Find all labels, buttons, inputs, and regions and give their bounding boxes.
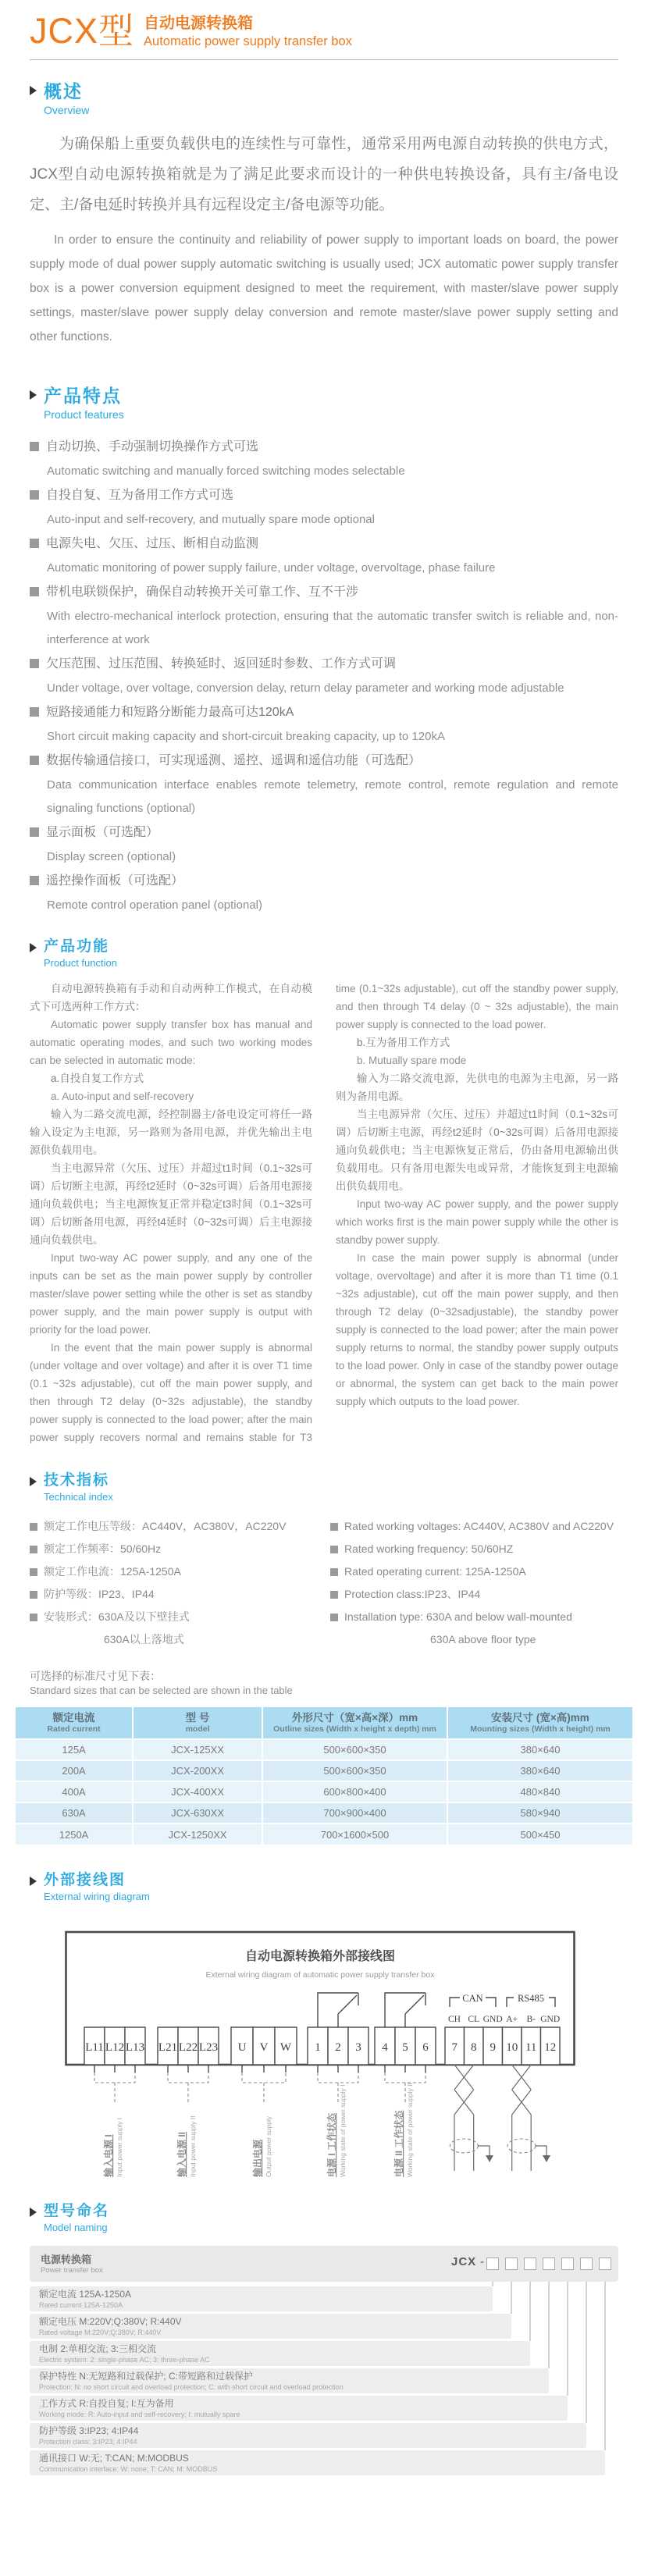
feature-cn: 数据传输通信接口，可实现遥测、遥控、遥调和遥信功能（可选配） (46, 754, 422, 767)
square-bullet-icon (30, 1614, 37, 1621)
square-bullet-icon (30, 442, 39, 451)
function-paragraph: 当主电源异常（欠压、过压）并超过t1时间（0.1~32s可调）后切断主电源，再经t2延时（0~32s可调）后备用电源接通向负载供电；当主电源恢复正常并稳定t3时间（0.1~32s可调）后切断备用电源，再经t4延时（0~32s可调）后主电源接通向负载供电。 (30, 1162, 312, 1246)
terminal-label: 5 (402, 2041, 408, 2054)
naming-code-box (543, 2258, 555, 2270)
features-heading-en: Product features (44, 408, 124, 421)
function-paragraph: 当主电源异常（欠压、过压）并超过t1时间（0.1~32s可调）后切断主电源，再经t2延时（0~32s可调）后备用电源接通向负载供电；当主电源恢复正常后，仍由备用电源输出供负载用电。只有备用电源失电或异常，才能恢复到主电源输出供负载用电。 (336, 1108, 618, 1192)
table-row (16, 1739, 632, 1760)
technical-columns (30, 1515, 618, 1651)
feature-cn: 遥控操作面板（可选配） (46, 874, 184, 888)
terminal-label: 9 (490, 2041, 496, 2054)
feature-en: Auto-input and self-recovery, and mutually spare mode optional (47, 513, 375, 526)
bottom-label-cn: 输入电源 I (103, 2134, 114, 2177)
cell-mounting-size: 500×450 (447, 1823, 632, 1845)
tech-value: 额定工作电流：125A-1250A (44, 1565, 181, 1578)
terminal-label: V (259, 2041, 269, 2054)
feature-en: Under voltage, over voltage, conversion delay, return delay parameter and working mode adjustable (47, 681, 564, 695)
naming-row: 工作方式 R:自投自复; I:互为备用 Working mode: R: Auto-input and self-recovery; I: mutually spare (30, 2396, 568, 2421)
terminal-label: 6 (422, 2041, 429, 2054)
cell-rated-current: 400A (16, 1781, 133, 1802)
naming-row: 额定电压 M:220V;Q:380V; R:440V Rated voltage M:220V;Q:380V; R:440V (30, 2314, 511, 2339)
cell-model: JCX-400XX (133, 1781, 262, 1802)
feature-en: Display screen (optional) (47, 850, 176, 863)
technical-list-cn (30, 1515, 330, 1651)
table-row (16, 1823, 632, 1845)
triangle-bullet-icon (30, 390, 37, 400)
cell-outline-size: 500×600×350 (262, 1760, 447, 1781)
list-item (330, 1606, 618, 1628)
list-item (330, 1560, 618, 1583)
tech-value: Rated operating current: 125A-1250A (344, 1565, 526, 1578)
section-features-heading (30, 385, 618, 422)
product-title-en: Automatic power supply transfer box (144, 34, 352, 48)
header-divider (30, 59, 618, 60)
cell-mounting-size: 480×840 (447, 1781, 632, 1802)
wiring-heading-cn: 外部接线图 (44, 1872, 126, 1888)
feature-en: Automatic switching and manually forced switching modes selectable (47, 464, 405, 478)
tech-value-continued: 630A above floor type (430, 1633, 536, 1646)
naming-row: 保护特性 N:无短路和过载保护; C:带短路和过载保护 Protection: N: no short circuit and overload protection; C: with short circuit and overload protection (30, 2368, 549, 2393)
features-heading-cn: 产品特点 (44, 386, 122, 406)
diagram-title-cn: 自动电源转换箱外部接线图 (244, 1950, 396, 1963)
bottom-label-en: Input power supply II (189, 2115, 197, 2177)
terminal-label: L11 (85, 2041, 104, 2054)
column-header: 型 号 model (133, 1706, 262, 1739)
terminal-label: U (237, 2041, 247, 2054)
square-bullet-icon (330, 1523, 338, 1531)
external-wiring-diagram (65, 1912, 618, 2185)
tech-value: Installation type: 630A and below wall-mounted (344, 1610, 572, 1623)
function-paragraph: 输入为二路交流电源，经控制器主/备电设定可将任一路输入设定为主电源，另一路则为备用电源，并优先输出主电源供负载用电。 (30, 1108, 312, 1156)
table-header (16, 1706, 632, 1739)
terminal-label: 3 (355, 2041, 361, 2054)
technical-list-en (330, 1515, 618, 1651)
triangle-bullet-icon (30, 86, 37, 95)
square-bullet-icon (30, 659, 39, 668)
list-item (30, 869, 618, 917)
diagram-title-en: External wiring diagram of automatic power supply transfer box (205, 1970, 435, 1980)
twisted-pair-rs485 (507, 2065, 550, 2171)
square-bullet-icon (30, 1523, 37, 1531)
naming-product-en: Power transfer box (41, 2266, 103, 2275)
function-paragraph: Automatic power supply transfer box has manual and automatic operating modes, and such two working modes can be selected in automatic mode: (30, 1019, 312, 1066)
technical-heading-en: Technical index (44, 1491, 113, 1503)
square-bullet-icon (30, 587, 39, 596)
tech-value: 防护等级：IP23、IP44 (44, 1588, 155, 1600)
cell-rated-current: 1250A (16, 1823, 133, 1845)
naming-code-box (505, 2258, 518, 2270)
list-item (30, 1538, 330, 1560)
model-naming-diagram (30, 2246, 618, 2480)
bottom-label-cn: 输出电源 (252, 2139, 263, 2177)
list-item (30, 700, 618, 749)
terminal-label: L21 (158, 2041, 178, 2054)
list-item (30, 1560, 330, 1583)
terminal-label: 10 (506, 2041, 518, 2054)
naming-heading-cn: 型号命名 (44, 2203, 110, 2219)
function-paragraph: 输入为二路交流电源，先供电的电源为主电源，另一路则为备用电源。 (336, 1073, 618, 1102)
technical-heading-cn: 技术指标 (44, 1472, 110, 1489)
terminal-label: 11 (525, 2041, 537, 2054)
square-bullet-icon (30, 1591, 37, 1599)
overview-heading-cn: 概述 (44, 81, 83, 101)
list-item (30, 1515, 330, 1538)
section-wiring-heading (30, 1871, 618, 1904)
square-bullet-icon (330, 1568, 338, 1576)
function-paragraph: b. Mutually spare mode (357, 1055, 467, 1066)
cell-outline-size: 500×600×350 (262, 1739, 447, 1760)
function-paragraph: In case the main power supply is abnormal (under voltage, overvoltage) and after it is more than T1 time (0.1 ~32s adjustable), cut off the main power supply, and then through T2 delay (0~32sadjustable), the standby power supply is connected to the load power; after the main power supply returns to normal, the standby power supply outputs to the load power. Only in case of the standby power outage or abnormal, the system can get back to the main power supply which outputs to the load power. (336, 1252, 618, 1407)
triangle-bullet-icon (30, 943, 37, 952)
function-paragraph: In the event that the main power supply is abnormal (under voltage and over voltage) and after it is over T1 time (0.1 ~32s adjustable), cut off the main power supply, and then through T2 delay (0~32s adjustable), the standby power supply is connected to the load power; after the main power supply recovers normal and remains stable for T3 time (0.1~32s adjustable), cut off the standby power supply, and then through T4 delay (0 ~ 32s adjustable), the main power supply is connected to the load power. (30, 983, 618, 1443)
sizes-note-cn: 可选择的标准尺寸见下表： (30, 1670, 161, 1682)
pin-label: GND (482, 2015, 503, 2024)
list-item (30, 749, 618, 820)
overview-heading-en: Overview (44, 104, 90, 116)
function-paragraph: b.互为备用工作方式 (357, 1037, 450, 1048)
terminal-label: W (279, 2041, 292, 2054)
feature-en: Short circuit making capacity and short-circuit breaking capacity, up to 120kA (47, 730, 445, 743)
cell-mounting-size: 580×940 (447, 1802, 632, 1823)
naming-row: 电制 2:单相交流; 3:三相交流 Electric system: 2: single-phase AC; 3: three-phase AC (30, 2341, 530, 2366)
triangle-bullet-icon (30, 2208, 37, 2217)
terminal-label: L12 (105, 2041, 125, 2054)
naming-connector (604, 2270, 606, 2450)
overview-paragraph-cn: 为确保船上重要负载供电的连续性与可靠性，通常采用两电源自动转换的供电方式，JCX型自动电源转换箱就是为了满足此要求而设计的一种供电转换设备，具有主/备电设定、主/备电延时转换并具有远程设定主/备电源等功能。 (30, 136, 618, 213)
cell-rated-current: 630A (16, 1802, 133, 1823)
square-bullet-icon (30, 707, 39, 717)
list-item (30, 532, 618, 580)
cell-model: JCX-630XX (133, 1802, 262, 1823)
product-title-cn: 自动电源转换箱 (144, 15, 254, 32)
group-brackets (94, 2065, 425, 2102)
wiring-diagram-svg (65, 1912, 611, 2181)
triangle-bullet-icon (30, 1477, 37, 1486)
pin-label: A+ (506, 2015, 518, 2024)
sizes-note-en: Standard sizes that can be selected are shown in the table (30, 1685, 293, 1696)
feature-en: Remote control operation panel (optional) (47, 898, 262, 912)
square-bullet-icon (30, 876, 39, 885)
feature-cn: 欠压范围、过压范围、转换延时、返回延时参数、工作方式可调 (46, 657, 397, 671)
feature-en: Automatic monitoring of power supply failure, under voltage, overvoltage, phase failure (47, 561, 496, 575)
naming-row: 通讯接口 W:无; T:CAN; M:MODBUS Communication interface: W: none; T: CAN; M: MODBUS (30, 2450, 605, 2475)
naming-row: 额定电流 125A-1250A Rated current 125A-1250A (30, 2286, 493, 2311)
table-row (16, 1802, 632, 1823)
terminal-label: 7 (451, 2041, 458, 2054)
section-function-heading (30, 938, 618, 970)
cell-outline-size: 600×800×400 (262, 1781, 447, 1802)
terminal-label: 2 (335, 2041, 341, 2054)
tech-value: 额定工作频率：50/60Hz (44, 1542, 162, 1555)
pin-label: B- (526, 2015, 536, 2024)
cell-model: JCX-125XX (133, 1739, 262, 1760)
feature-cn: 短路接通能力和短路分断能力最高可达120kA (46, 706, 294, 719)
square-bullet-icon (330, 1614, 338, 1621)
cell-mounting-size: 380×640 (447, 1760, 632, 1781)
function-paragraph: a.自投自复工作方式 (51, 1073, 144, 1084)
overview-paragraph-en: In order to ensure the continuity and reliability of power supply to important loads on board, the power supply mode of dual power supply automatic switching is usually used; JCX automatic power supply transfer box is a power conversion equipment designed to meet the requirement, with master/slave power supply settings, master/slave power supply delay conversion and remote master/slave power supply setting and other functions. (30, 233, 618, 343)
list-item (330, 1538, 618, 1560)
column-header: 额定电流 Rated current (16, 1706, 133, 1739)
column-header: 外形尺寸（宽×高×深）mm Outline sizes (Width x height x depth) mm (262, 1706, 447, 1739)
square-bullet-icon (330, 1591, 338, 1599)
terminal-label: 8 (470, 2041, 477, 2054)
column-header: 安装尺寸 (宽×高)mm Mounting sizes (Width x height) mm (447, 1706, 632, 1739)
list-item (330, 1515, 618, 1538)
product-model-title: JCX型 (30, 11, 135, 51)
cell-outline-size: 700×1600×500 (262, 1823, 447, 1845)
naming-connector (586, 2270, 587, 2423)
list-item (30, 1606, 330, 1628)
function-paragraph: Input two-way AC power supply, and any one of the inputs can be set as the main power supply by controller master/slave power setting while the other is set as standby power supply, and the main power supply is output with priority for the load power. (30, 1252, 312, 1336)
list-item (30, 1583, 330, 1606)
square-bullet-icon (330, 1546, 338, 1553)
bottom-label-cn: 输入电源 II (176, 2131, 187, 2177)
naming-product-cn: 电源转换箱 (41, 2254, 92, 2265)
list-item (30, 652, 618, 700)
bottom-labels (102, 2083, 414, 2178)
feature-en: Data communication interface enables remote telemetry, remote control, remote regulation and remote signaling functions (optional) (47, 778, 618, 815)
can-bus-label: CAN (462, 1993, 483, 2004)
naming-row: 防护等级 3:IP23; 4:IP44 Protection class: 3:IP23; 4:IP44 (30, 2423, 586, 2448)
naming-code-box (486, 2258, 499, 2270)
list-item (30, 483, 618, 532)
function-text-columns (30, 980, 618, 1448)
naming-code-box (524, 2258, 536, 2270)
naming-dash: - (480, 2255, 484, 2268)
tech-value-continued: 630A以上落地式 (104, 1633, 184, 1646)
cell-rated-current: 125A (16, 1739, 133, 1760)
cell-rated-current: 200A (16, 1760, 133, 1781)
terminal-label: L22 (178, 2041, 198, 2054)
features-list (30, 435, 618, 917)
feature-en: With electro-mechanical interlock protection, ensuring that the automatic transfer switch is reliable and, non-interference at work (47, 610, 618, 646)
naming-code-box (580, 2258, 593, 2270)
terminal-label: 12 (544, 2041, 557, 2054)
pin-label: CL (468, 2015, 480, 2024)
terminal-label: L13 (125, 2041, 145, 2054)
square-bullet-icon (30, 490, 39, 500)
terminal-label: 4 (382, 2041, 388, 2054)
cell-mounting-size: 380×640 (447, 1739, 632, 1760)
terminal-label: 1 (315, 2041, 321, 2054)
naming-code-box (599, 2258, 611, 2270)
list-item (30, 820, 618, 869)
cell-outline-size: 700×900×400 (262, 1802, 447, 1823)
cell-model: JCX-200XX (133, 1760, 262, 1781)
bottom-label-en: Input power supply I (116, 2117, 123, 2177)
square-bullet-icon (30, 756, 39, 765)
naming-connector (567, 2270, 568, 2396)
pin-label: CH (448, 2015, 461, 2024)
bottom-label-en: Working state of power supply I (339, 2084, 347, 2177)
square-bullet-icon (30, 827, 39, 837)
function-paragraph: Input two-way AC power supply, and the power supply which works first is the main power supply while the other is standby power supply. (336, 1198, 618, 1246)
tech-value: 额定工作电压等级：AC440V，AC380V，AC220V (44, 1520, 287, 1532)
feature-cn: 带机电联锁保护，确保自动转换开关可靠工作、互不干涉 (46, 585, 359, 599)
bottom-label-en: Output power supply (265, 2116, 272, 2177)
pin-label: GND (540, 2015, 561, 2024)
function-paragraph: a. Auto-input and self-recovery (51, 1091, 194, 1102)
terminal-label: L23 (198, 2041, 219, 2054)
page-header (30, 12, 618, 50)
tech-value: Rated working voltages: AC440V, AC380V and AC220V (344, 1520, 614, 1532)
list-item (30, 435, 618, 483)
feature-cn: 电源失电、欠压、过压、断相自动监测 (46, 537, 259, 550)
rs485-bus-label: RS485 (517, 1993, 545, 2004)
section-naming-heading (30, 2202, 618, 2235)
tech-value: Rated working frequency: 50/60HZ (344, 1542, 514, 1555)
section-technical-heading (30, 1471, 618, 1504)
cell-model: JCX-1250XX (133, 1823, 262, 1845)
naming-code-box (561, 2258, 574, 2270)
square-bullet-icon (30, 539, 39, 548)
feature-cn: 显示面板（可选配） (46, 826, 159, 839)
naming-prefix: JCX (451, 2255, 477, 2268)
table-row (16, 1760, 632, 1781)
naming-connector (548, 2270, 550, 2368)
bottom-label-cn: 电源 I 工作状态 (326, 2112, 337, 2177)
wiring-heading-en: External wiring diagram (44, 1891, 150, 1902)
function-paragraph: 自动电源转换箱有手动和自动两种工作模式，在自动模式下可选两种工作方式： (30, 983, 312, 1012)
square-bullet-icon (30, 1568, 37, 1576)
function-heading-en: Product function (44, 957, 117, 969)
tech-value: Protection class:IP23、IP44 (344, 1588, 481, 1600)
list-item (30, 580, 618, 652)
triangle-bullet-icon (30, 1877, 37, 1886)
square-bullet-icon (30, 1546, 37, 1553)
bottom-label-cn: 电源 II 工作状态 (393, 2110, 404, 2177)
bottom-label-en: Working state of power supply II (406, 2083, 414, 2177)
function-heading-cn: 产品功能 (44, 938, 110, 955)
twisted-pair-can (450, 2065, 493, 2171)
section-overview-heading (30, 80, 618, 118)
list-item (330, 1583, 618, 1606)
feature-cn: 自投自复、互为备用工作方式可选 (46, 489, 234, 502)
feature-cn: 自动切换、手动强制切换操作方式可选 (46, 440, 259, 454)
tech-value: 安装形式：630A及以下壁挂式 (44, 1610, 190, 1623)
standard-sizes-table (16, 1706, 632, 1845)
header-subtitle-block (144, 12, 352, 50)
naming-heading-en: Model naming (44, 2222, 108, 2233)
table-row (16, 1781, 632, 1802)
naming-top-bar (30, 2246, 618, 2282)
